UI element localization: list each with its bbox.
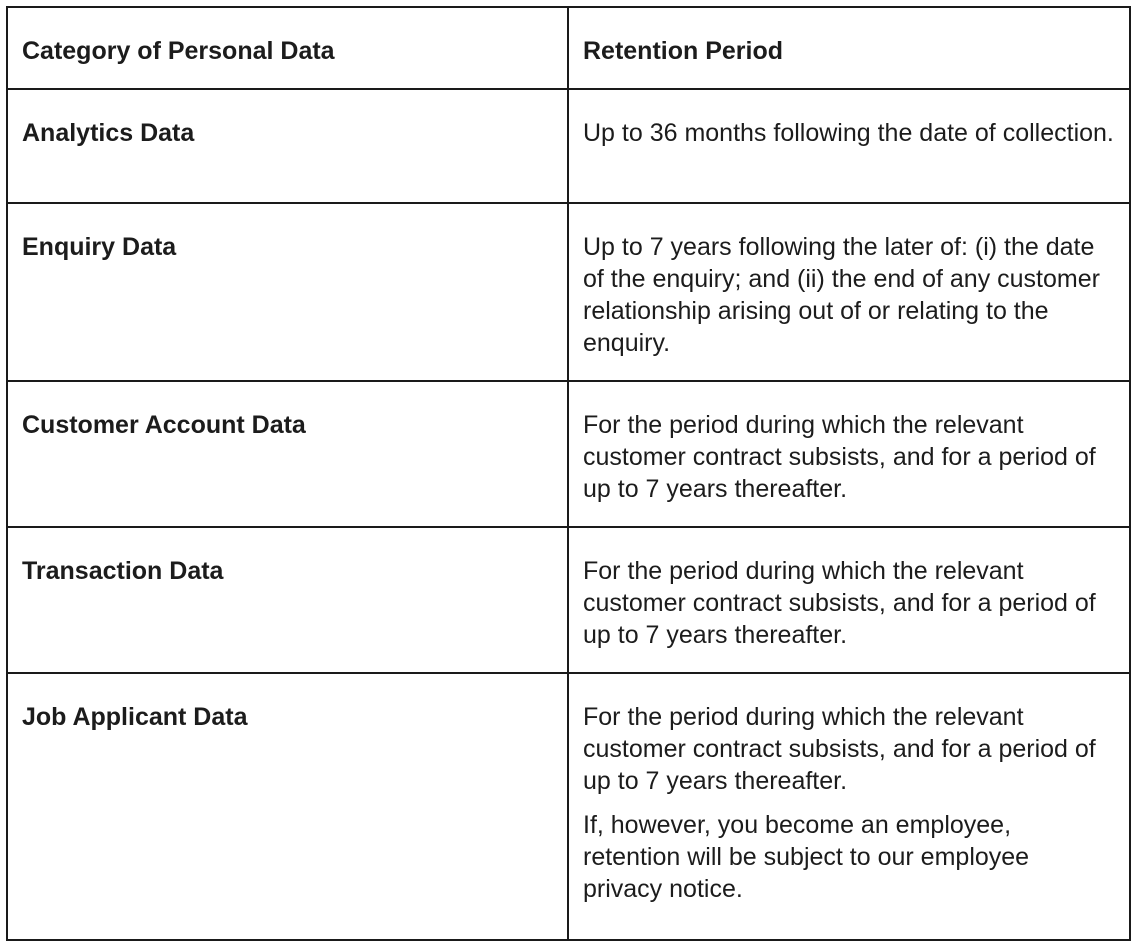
category-cell [7,381,568,527]
table-header-row [7,7,1130,89]
retention-paragraph: For the period during which the relevant customer contract subsists, and for a period of up to 7 years thereafter. [583,557,1096,649]
retention-text [569,204,1129,371]
retention-cell [568,527,1130,673]
retention-cell [568,203,1130,381]
retention-paragraph: Up to 36 months following the date of collection. [583,119,1114,147]
retention-cell [568,381,1130,527]
retention-paragraph: For the period during which the relevant customer contract subsists, and for a period of up to 7 years thereafter. [583,411,1096,503]
retention-cell [568,673,1130,940]
retention-text [569,674,1129,917]
category-name: Customer Account Data [22,411,306,439]
table-row [7,203,1130,381]
retention-text [569,528,1129,663]
header-retention-cell [568,7,1130,89]
retention-table [6,6,1131,941]
category-cell [7,203,568,381]
category-cell [7,527,568,673]
header-retention: Retention Period [583,37,784,65]
table-row [7,381,1130,527]
header-category: Category of Personal Data [22,37,335,65]
retention-paragraph: Up to 7 years following the later of: (i) the date of the enquiry; and (ii) the end of any customer relationship arising out of or relating to the enquiry. [583,233,1100,357]
retention-cell [568,89,1130,203]
retention-text [569,90,1129,161]
table-row [7,89,1130,203]
category-name: Analytics Data [22,119,195,147]
retention-paragraph: If, however, you become an employee, retention will be subject to our employee privacy notice. [583,811,1030,903]
category-cell [7,89,568,203]
category-cell [7,673,568,940]
table-row [7,673,1130,940]
retention-text [569,382,1129,517]
table-row [7,527,1130,673]
category-name: Job Applicant Data [22,703,248,731]
category-name: Transaction Data [22,557,224,585]
header-category-cell [7,7,568,89]
category-name: Enquiry Data [22,233,177,261]
retention-paragraph: For the period during which the relevant customer contract subsists, and for a period of up to 7 years thereafter. [583,703,1096,795]
